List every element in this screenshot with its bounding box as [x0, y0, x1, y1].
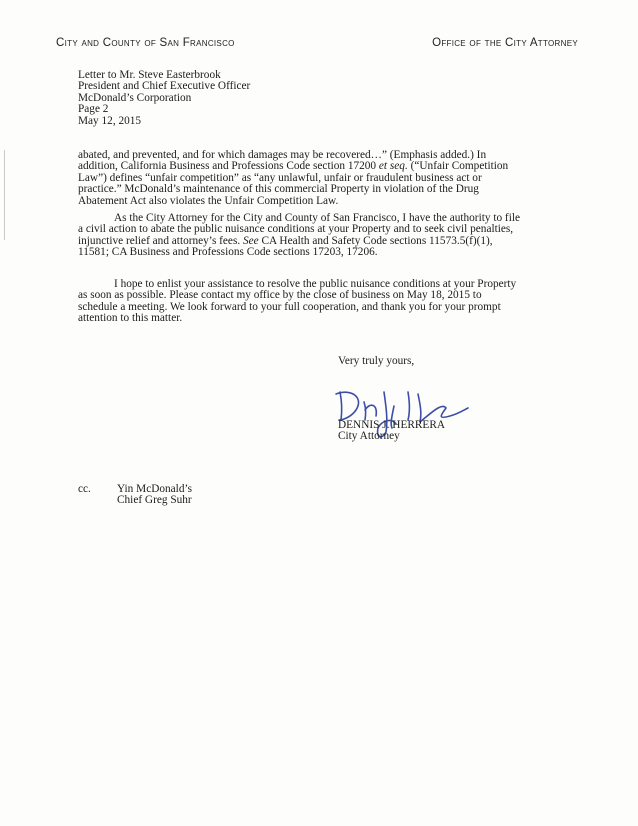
scan-margin-mark — [4, 150, 5, 240]
address-line: McDonald’s Corporation — [78, 91, 192, 104]
italic-run: See — [243, 234, 259, 247]
address-line: President and Chief Executive Officer — [78, 80, 251, 93]
paragraph-line: attention to this matter. — [78, 312, 183, 325]
paragraph-line: practice.” McDonald’s maintenance of this commercial Property in violation of the Drug — [78, 183, 479, 196]
header-left: City and County of San Francisco — [56, 37, 235, 49]
letter-date: May 12, 2015 — [78, 114, 142, 127]
cc-recipient: Yin McDonald’s — [117, 483, 192, 495]
paragraph-3 — [78, 279, 570, 325]
header-right: Office of the City Attorney — [432, 37, 578, 49]
paragraph-line: as soon as possible. Please contact my office by the close of business on May 18, 2015 to — [78, 289, 482, 302]
address-line: Letter to Mr. Steve Easterbrook — [78, 69, 221, 81]
page-number: Page 2 — [78, 103, 109, 116]
address-block — [78, 70, 250, 127]
paragraph-line: abated, and prevented, and for which damages may be recovered…” (Emphasis added.) In — [78, 149, 487, 161]
paragraph-line: As the City Attorney for the City and County of San Francisco, I have the authority to file — [114, 212, 520, 224]
text-run: CA Health and Safety Code sections 11573.5(f)(1), — [258, 234, 493, 247]
signer-name: DENNIS J. HERRERA — [338, 419, 446, 431]
cc-recipient: Chief Greg Suhr — [117, 494, 192, 507]
closing: Very truly yours, — [338, 355, 415, 367]
cc-recipients — [117, 484, 192, 507]
signer-block — [338, 420, 445, 443]
paragraph-line: 11581; CA Business and Professions Code sections 17203, 17206. — [78, 246, 378, 259]
paragraph-1 — [78, 150, 570, 207]
signer-title: City Attorney — [338, 430, 400, 443]
paragraph-line: Law”) defines “unfair competition” as “any unlawful, unfair or fraudulent business act or — [78, 171, 482, 184]
paragraph-2 — [78, 213, 570, 259]
paragraph-line: I hope to enlist your assistance to resolve the public nuisance conditions at your Property — [114, 278, 517, 290]
text-run: injunctive relief and attorney’s fees. — [78, 234, 243, 247]
paragraph-line: schedule a meeting. We look forward to your full cooperation, and thank you for your prompt — [78, 300, 501, 313]
text-run: addition, California Business and Professions Code section 17200 — [78, 160, 379, 173]
cc-label: cc. — [78, 483, 91, 495]
paragraph-line: Abatement Act also violates the Unfair Competition Law. — [78, 194, 339, 207]
text-run: (“Unfair Competition — [407, 160, 509, 173]
italic-run: et seq. — [378, 160, 408, 173]
paragraph-line: a civil action to abate the public nuisance conditions at your Property and to seek civil penalties, — [78, 223, 514, 236]
